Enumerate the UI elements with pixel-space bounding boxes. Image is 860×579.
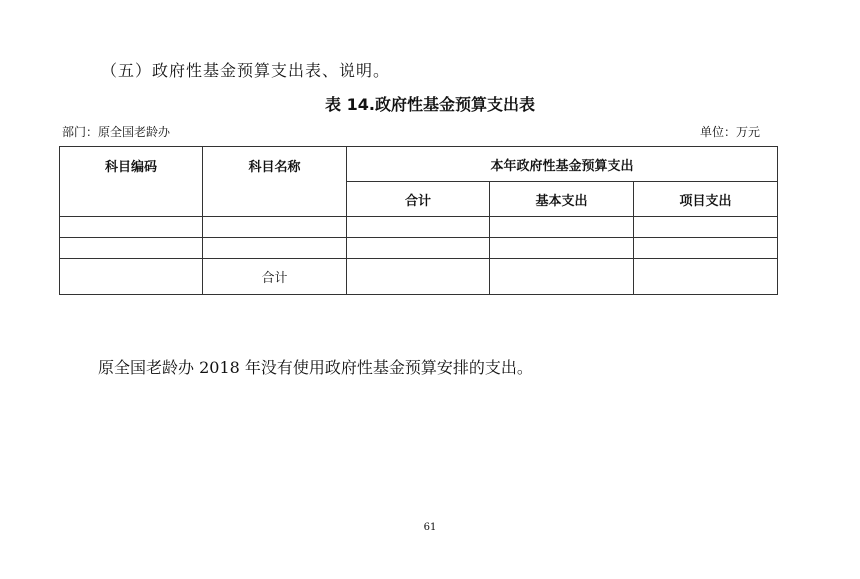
table-cell — [347, 217, 490, 238]
table-row — [60, 238, 778, 259]
table-cell — [60, 217, 203, 238]
table-cell — [634, 259, 778, 295]
header-name: 科目名称 — [203, 147, 347, 217]
table-cell — [490, 259, 634, 295]
page-number: 61 — [423, 522, 437, 533]
header-group: 本年政府性基金预算支出 — [347, 147, 778, 182]
header-total: 合计 — [347, 182, 490, 217]
total-row — [60, 259, 778, 295]
header-row — [60, 147, 778, 182]
table-cell — [490, 238, 634, 259]
table-cell — [203, 217, 347, 238]
table-cell — [490, 217, 634, 238]
table-cell — [60, 238, 203, 259]
budget-table — [59, 146, 778, 295]
header-basic: 基本支出 — [490, 182, 634, 217]
table-cell — [203, 238, 347, 259]
table-cell — [347, 238, 490, 259]
explanation-note: 原全国老龄办 2018 年没有使用政府性基金预算安排的支出。 — [98, 358, 533, 377]
table-cell — [60, 259, 203, 295]
table-cell — [347, 259, 490, 295]
unit-label: 单位：万元 — [699, 125, 760, 139]
table-title: 表 14.政府性基金预算支出表 — [325, 95, 535, 114]
table-cell — [634, 217, 778, 238]
section-heading: （五）政府性基金预算支出表、说明。 — [101, 61, 391, 80]
total-row-label: 合计 — [203, 259, 347, 295]
header-code: 科目编码 — [60, 147, 203, 217]
header-project: 项目支出 — [634, 182, 778, 217]
table-cell — [634, 238, 778, 259]
table-row — [60, 217, 778, 238]
department-label: 部门：原全国老龄办 — [62, 125, 171, 139]
